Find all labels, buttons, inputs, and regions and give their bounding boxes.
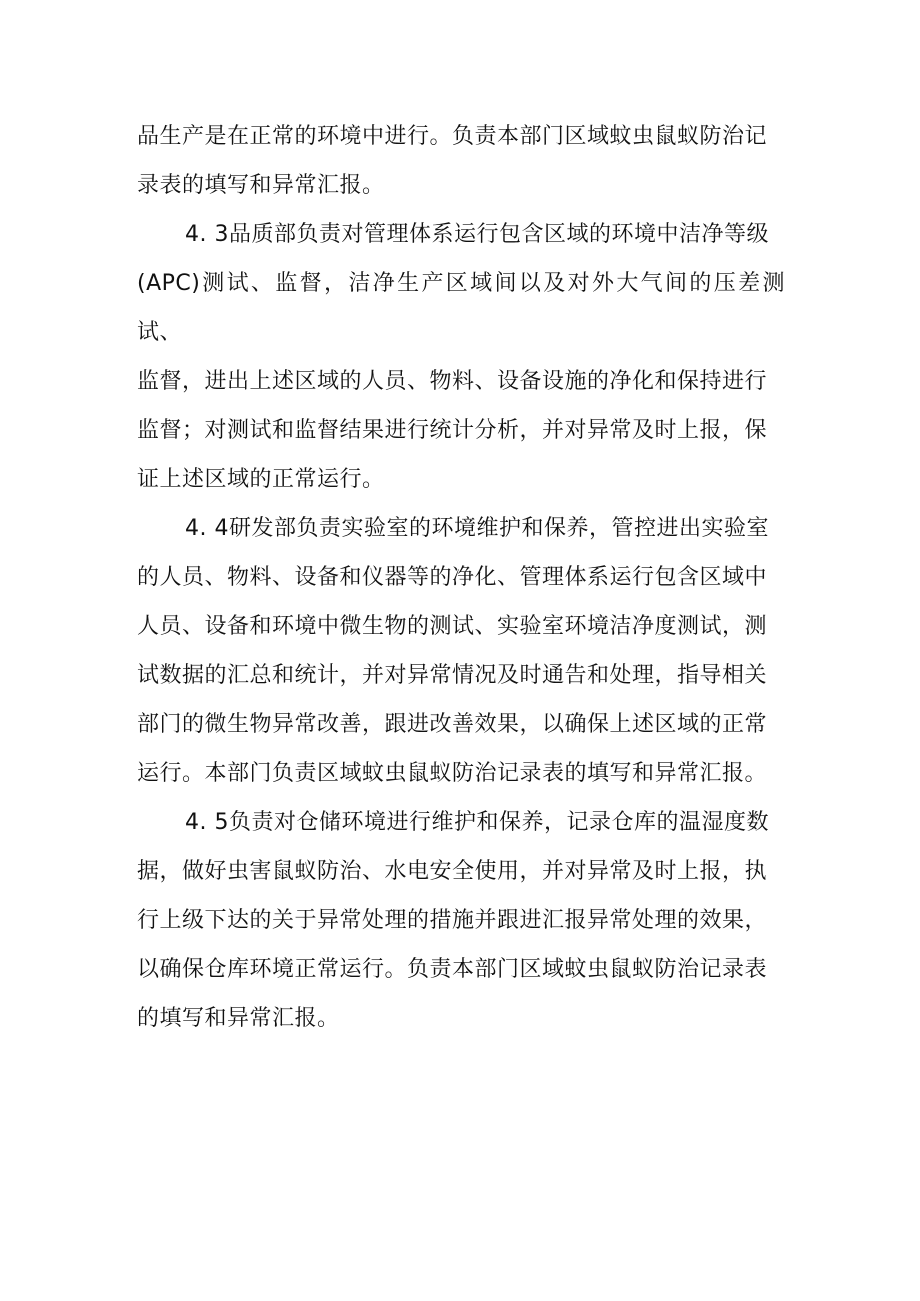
paragraph-continued xyxy=(137,112,785,210)
paragraph-4-4 xyxy=(137,504,785,798)
text-line: 证上述区域的正常运行。 xyxy=(137,467,385,492)
text-line: 4. 4研发部负责实验室的环境维护和保养，管控进出实验室 xyxy=(185,516,769,541)
text-line: 4. 3品质部负责对管理体系运行包含区域的环境中洁净等级 xyxy=(185,222,769,247)
text-line: 部门的微生物异常改善，跟进改善效果，以确保上述区域的正常 xyxy=(137,712,768,737)
paragraph-4-5 xyxy=(137,798,785,1043)
text-line: (APC)测试、监督，洁净生产区域间以及对外大气间的压差测试、 xyxy=(137,271,785,345)
text-line: 监督，进出上述区域的人员、物料、设备设施的净化和保持进行 xyxy=(137,369,768,394)
text-line: 试数据的汇总和统计，并对异常情况及时通告和处理，指导相关 xyxy=(137,663,768,688)
text-line: 以确保仓库环境正常运行。负责本部门区域蚊虫鼠蚁防治记录表 xyxy=(137,957,768,982)
document-body xyxy=(137,112,785,1043)
text-line: 行上级下达的关于异常处理的措施并跟进汇报异常处理的效果， xyxy=(137,908,768,933)
text-line: 录表的填写和异常汇报。 xyxy=(137,173,385,198)
text-line: 品生产是在正常的环境中进行。负责本部门区域蚊虫鼠蚁防治记 xyxy=(137,124,768,149)
paragraph-4-3 xyxy=(137,210,785,504)
text-line: 的人员、物料、设备和仪器等的净化、管理体系运行包含区域中 xyxy=(137,565,768,590)
text-line: 人员、设备和环境中微生物的测试、实验室环境洁净度测试，测 xyxy=(137,614,768,639)
text-line: 运行。本部门负责区域蚊虫鼠蚁防治记录表的填写和异常汇报。 xyxy=(137,761,768,786)
text-line: 监督；对测试和监督结果进行统计分析，并对异常及时上报，保 xyxy=(137,418,768,443)
text-line: 4. 5负责对仓储环境进行维护和保养，记录仓库的温湿度数 xyxy=(185,810,769,835)
text-line: 据，做好虫害鼠蚁防治、水电安全使用，并对异常及时上报，执 xyxy=(137,859,768,884)
text-line: 的填写和异常汇报。 xyxy=(137,1006,340,1031)
